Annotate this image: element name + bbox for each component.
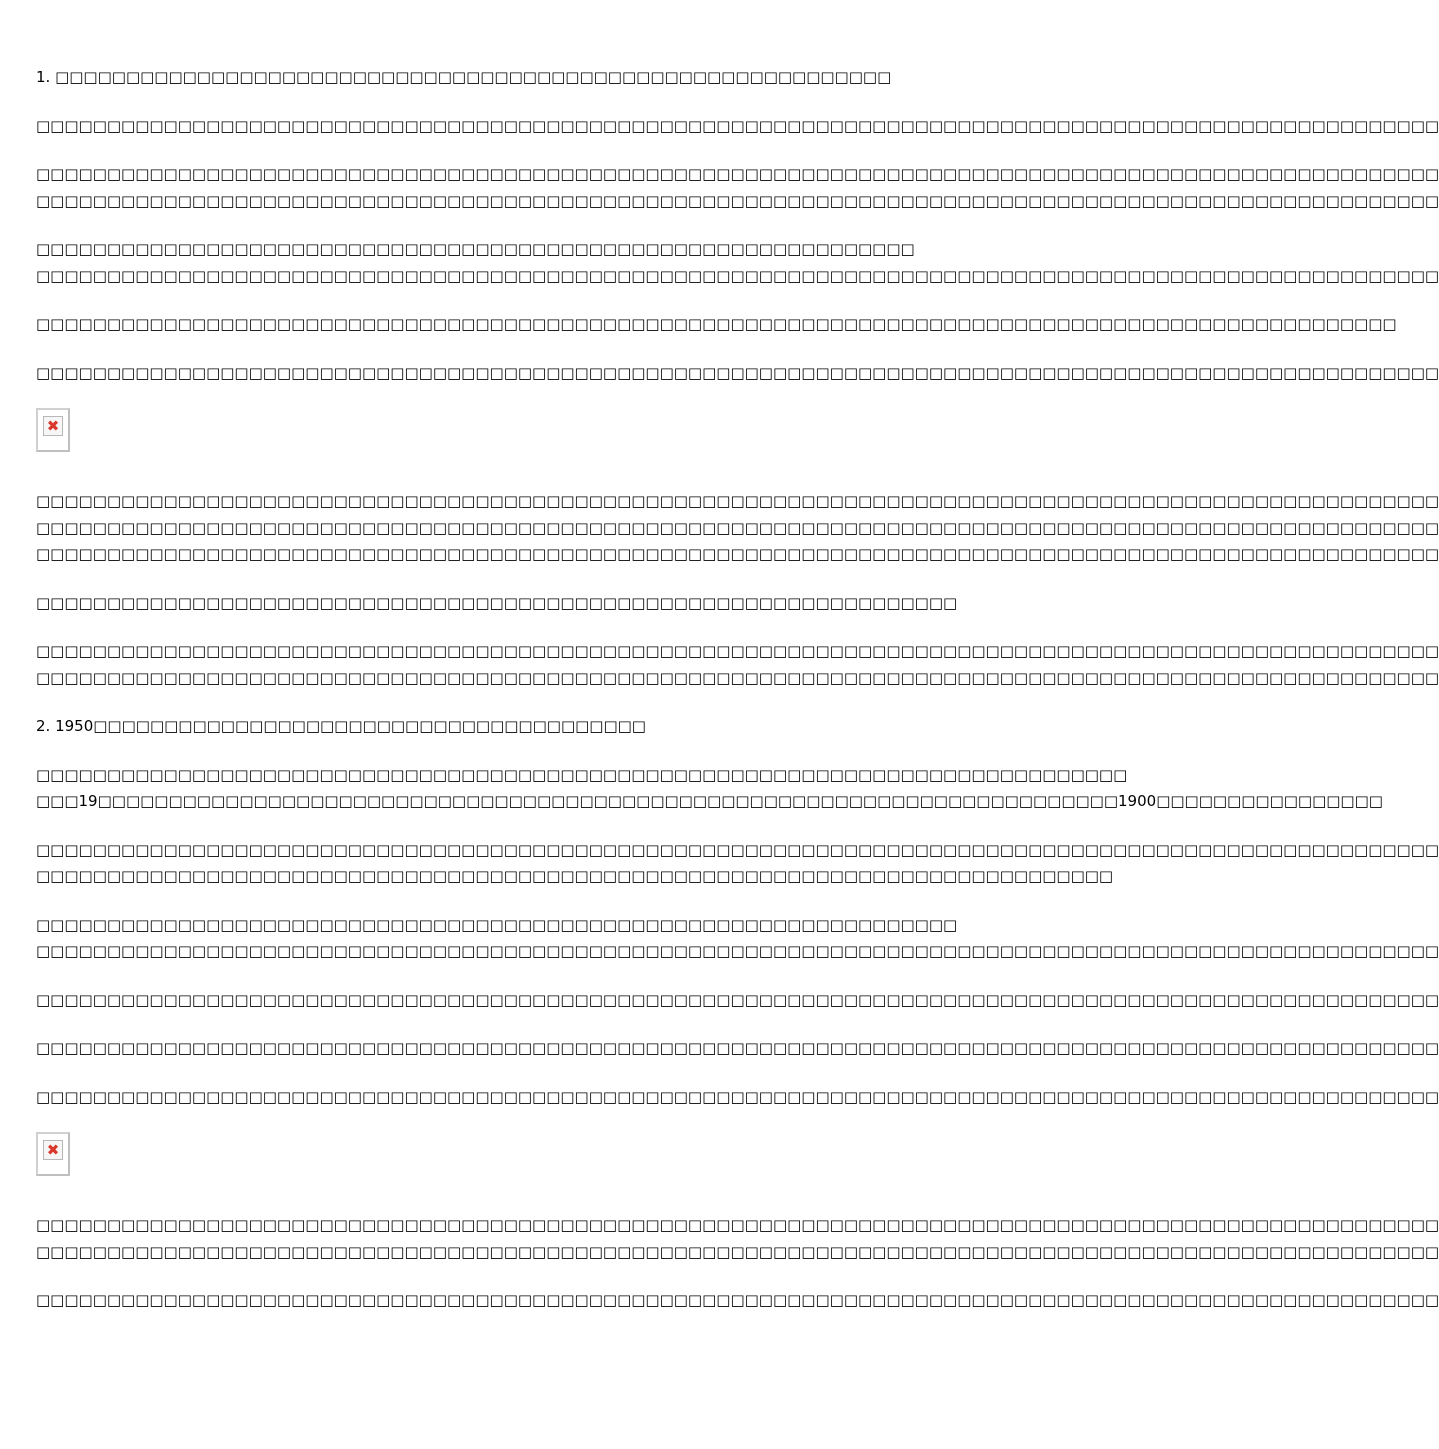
paragraph — [36, 113, 1439, 140]
text-line: □□□□□□□□□□□□□□□□□□□□□□□□□□□□□□□□□□□□□□□□□□□□□□□□□□□□□□□□□□□□□□□□□□□□□□□□□□□□□□□□□□□□□□□□□□□□□□□□□□□ — [36, 363, 1439, 382]
paragraph — [36, 987, 1439, 1014]
paragraph — [36, 488, 1439, 568]
paragraph — [36, 837, 1439, 890]
text-line: □□□□□□□□□□□□□□□□□□□□□□□□□□□□□□□□□□□□□□□□□□□□□□□□□□□□□□□□□□□□□□□□□□□□□□□□□□□□□□□□□□□□□□□□□□□□□□□□□□□ — [36, 518, 1439, 537]
text-line: □□□□□□□□□□□□□□□□□□□□□□□□□□□□□□□□□□□□□□□□□□□□□□□□□□□□□□□□□□□□□□ — [36, 240, 915, 258]
text-line: □□□□□□□□□□□□□□□□□□□□□□□□□□□□□□□□□□□□□□□□□□□□□□□□□□□□□□□□□□□□□□□□□□□□□□□□□□□□□□□□□□□□□□□□□□□□□□□□□□□ — [36, 266, 1439, 285]
broken-image — [36, 408, 990, 466]
text-line: □□□□□□□□□□□□□□□□□□□□□□□□□□□□□□□□□□□□□□□□□□□□□□□□□□□□□□□□□□□□□□□□□□□□□□□□□□□□□□□□□□□□□□□□□□□□□□□□□□□ — [36, 1216, 1439, 1234]
text-line: 2. 1950□□□□□□□□□□□□□□□□□□□□□□□□□□□□□□□□□□□□□□□ — [36, 717, 646, 735]
broken-image-icon: ✖ — [36, 408, 70, 452]
text-line: □□□□□□□□□□□□□□□□□□□□□□□□□□□□□□□□□□□□□□□□□□□□□□□□□□□□□□□□□□□□□□□□□□□□□□□□□□□□□□□□□□□□□□□□□□□□□□□□□□□ — [36, 116, 1439, 135]
text-line: □□□□□□□□□□□□□□□□□□□□□□□□□□□□□□□□□□□□□□□□□□□□□□□□□□□□□□□□□□□□□□□□□ — [36, 593, 958, 612]
paragraph — [36, 1084, 1439, 1111]
text-line: □□□□□□□□□□□□□□□□□□□□□□□□□□□□□□□□□□□□□□□□□□□□□□□□□□□□□□□□□□□□□□□□□□□□□□□□□□□□□□□□□□□□□□□□□□□□□□□□□□□ — [36, 191, 1439, 210]
text-line: □□□□□□□□□□□□□□□□□□□□□□□□□□□□□□□□□□□□□□□□□□□□□□□□□□□□□□□□□□□□□□□□□□□□□□□□□□□□□□□□□□□□□□□□□□□□□□□□□□□ — [36, 165, 1439, 183]
paragraph — [36, 590, 990, 617]
text-line: □□□□□□□□□□□□□□□□□□□□□□□□□□□□□□□□□□□□□□□□□□□□□□□□□□□□□□□□□□□□□□□□□□□□□□□□□□□□□□□□□□□□□□□□□□□□□□□□□□□ — [36, 990, 1439, 1009]
text-line: □□□□□□□□□□□□□□□□□□□□□□□□□□□□□□□□□□□□□□□□□□□□□□□□□□□□□□□□□□□□□□□□□□□□□□□□□□□□□ — [36, 765, 1128, 784]
text-line: □□□□□□□□□□□□□□□□□□□□□□□□□□□□□□□□□□□□□□□□□□□□□□□□□□□□□□□□□□□□□□□□□□□□□□□□□□□□ — [36, 867, 1114, 885]
text-line: □□□□□□□□□□□□□□□□□□□□□□□□□□□□□□□□□□□□□□□□□□□□□□□□□□□□□□□□□□□□□□□□□□□□□□□□□□□□□□□□□□□□□□□□□□□□□□□□□□□ — [36, 1039, 1439, 1057]
paragraph — [36, 762, 1383, 815]
text-line: □□□□□□□□□□□□□□□□□□□□□□□□□□□□□□□□□□□□□□□□□□□□□□□□□□□□□□□□□□□□□□□□□□□□□□□□□□□□□□□□□□□□□□□□□□□□□□□□□□□ — [36, 545, 1439, 563]
text-line: □□□□□□□□□□□□□□□□□□□□□□□□□□□□□□□□□□□□□□□□□□□□□□□□□□□□□□□□□□□□□□□□□□□□□□□□□□□□□□□□□□□□□□□□□□□□□□□□□□□ — [36, 1087, 1439, 1106]
paragraph — [36, 1035, 1439, 1062]
paragraph — [36, 1212, 1439, 1265]
text-line: □□□□□□□□□□□□□□□□□□□□□□□□□□□□□□□□□□□□□□□□□□□□□□□□□□□□□□□□□□□□□□□□□□□□□□□□□□□□□□□□□□□□□□□□□□□□□□□□ — [36, 315, 1397, 333]
paragraph — [36, 64, 990, 91]
text-line: 1. □□□□□□□□□□□□□□□□□□□□□□□□□□□□□□□□□□□□□□□□□□□□□□□□□□□□□□□□□□□ — [36, 68, 892, 86]
paragraph — [36, 1287, 1439, 1314]
paragraph — [36, 311, 1397, 338]
broken-image-icon: ✖ — [36, 1132, 70, 1176]
text-line: □□□□□□□□□□□□□□□□□□□□□□□□□□□□□□□□□□□□□□□□□□□□□□□□□□□□□□□□□□□□□□□□□ — [36, 915, 958, 934]
text-line: □□□19□□□□□□□□□□□□□□□□□□□□□□□□□□□□□□□□□□□□□□□□□□□□□□□□□□□□□□□□□□□□□□□□□□□□□□□□1900□□□□□□□□□□□□□□□□ — [36, 792, 1383, 810]
paragraph — [36, 638, 1439, 691]
text-line: □□□□□□□□□□□□□□□□□□□□□□□□□□□□□□□□□□□□□□□□□□□□□□□□□□□□□□□□□□□□□□□□□□□□□□□□□□□□□□□□□□□□□□□□□□□□□□□□□□□ — [36, 1242, 1439, 1261]
text-line: □□□□□□□□□□□□□□□□□□□□□□□□□□□□□□□□□□□□□□□□□□□□□□□□□□□□□□□□□□□□□□□□□□□□□□□□□□□□□□□□□□□□□□□□□□□□□□□□□□□ — [36, 942, 1439, 960]
text-line: □□□□□□□□□□□□□□□□□□□□□□□□□□□□□□□□□□□□□□□□□□□□□□□□□□□□□□□□□□□□□□□□□□□□□□□□□□□□□□□□□□□□□□□□□□□□□□□□□□□ — [36, 668, 1439, 687]
paragraph — [36, 360, 1439, 387]
text-line: □□□□□□□□□□□□□□□□□□□□□□□□□□□□□□□□□□□□□□□□□□□□□□□□□□□□□□□□□□□□□□□□□□□□□□□□□□□□□□□□□□□□□□□□□□□□□□□□□□□ — [36, 840, 1439, 859]
paragraph — [36, 713, 990, 740]
paragraph — [36, 161, 1439, 214]
paragraph — [36, 912, 1439, 965]
document-body — [36, 64, 1439, 1336]
text-line: □□□□□□□□□□□□□□□□□□□□□□□□□□□□□□□□□□□□□□□□□□□□□□□□□□□□□□□□□□□□□□□□□□□□□□□□□□□□□□□□□□□□□□□□□□□□□□□□□□□ — [36, 492, 1439, 510]
text-line: □□□□□□□□□□□□□□□□□□□□□□□□□□□□□□□□□□□□□□□□□□□□□□□□□□□□□□□□□□□□□□□□□□□□□□□□□□□□□□□□□□□□□□□□□□□□□□□□□□□ — [36, 642, 1439, 660]
paragraph — [36, 236, 1439, 289]
broken-image — [36, 1132, 990, 1190]
text-line: □□□□□□□□□□□□□□□□□□□□□□□□□□□□□□□□□□□□□□□□□□□□□□□□□□□□□□□□□□□□□□□□□□□□□□□□□□□□□□□□□□□□□□□□□□□□□□□□□□□ — [36, 1291, 1439, 1309]
